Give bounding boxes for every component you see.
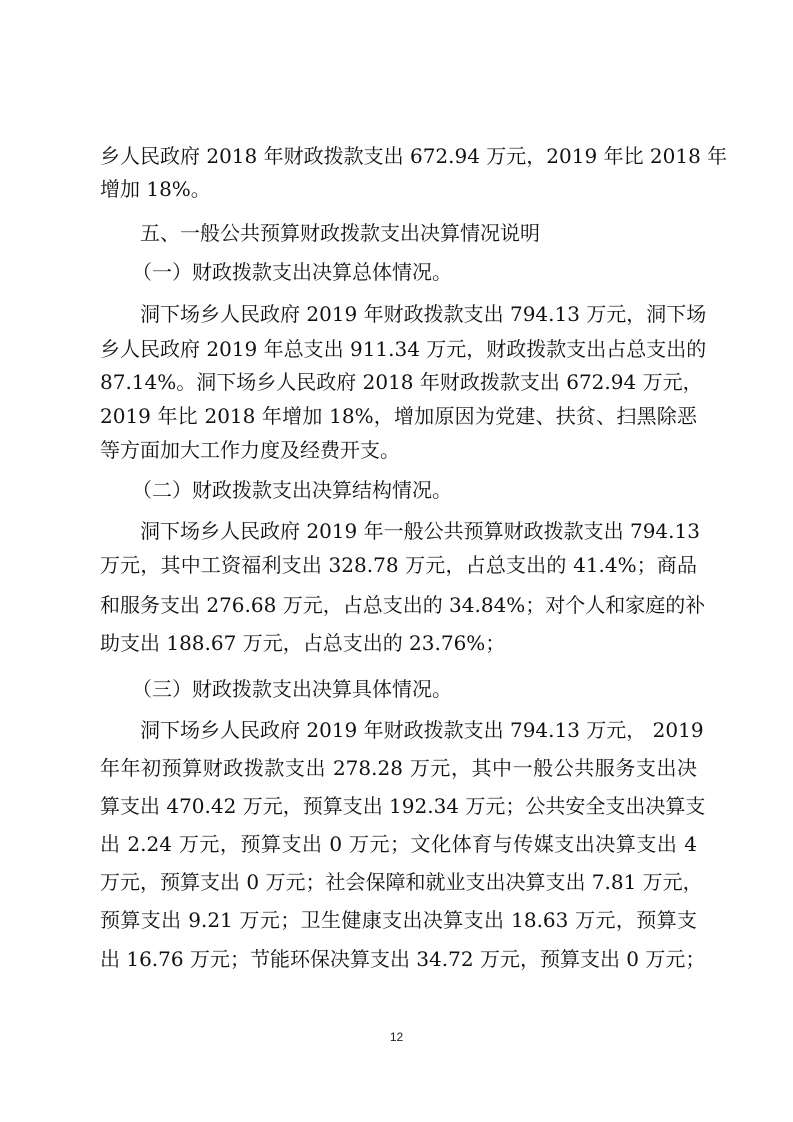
body-line: 洞下场乡人民政府 2019 年财政拨款支出 794.13 万元， 2019 [140,718,704,742]
body-line: 洞下场乡人民政府 2019 年一般公共预算财政拨款支出 794.13 [140,519,700,543]
body-line: 年年初预算财政拨款支出 278.28 万元，其中一般公共服务支出决 [100,756,697,780]
body-line: 乡人民政府 2019 年总支出 911.34 万元，财政拨款支出占总支出的 [100,337,707,361]
body-line: 洞下场乡人民政府 2019 年财政拨款支出 794.13 万元，洞下场 [140,302,707,326]
body-line: 万元，其中工资福利支出 328.78 万元，占总支出的 41.4%；商品 [100,553,697,577]
body-line: 预算支出 9.21 万元；卫生健康支出决算支出 18.63 万元，预算支 [100,908,697,932]
body-line: 出 16.76 万元；节能环保决算支出 34.72 万元，预算支出 0 万元； [100,947,706,971]
body-line: 出 2.24 万元，预算支出 0 万元；文化体育与传媒支出决算支出 4 [100,832,697,856]
body-line: 等方面加大工作力度及经费开支。 [100,438,400,462]
body-line: 和服务支出 276.68 万元，占总支出的 34.84%；对个人和家庭的补 [100,593,706,617]
section-heading: 五、一般公共预算财政拨款支出决算情况说明 [140,221,540,245]
body-line: 乡人民政府 2018 年财政拨款支出 672.94 万元，2019 年比 2018 年 [100,144,728,168]
subsection-heading: （一）财政拨款支出决算总体情况。 [132,260,452,284]
body-line: 87.14%。洞下场乡人民政府 2018 年财政拨款支出 672.94 万元， [100,370,703,394]
subsection-heading: （三）财政拨款支出决算具体情况。 [132,677,452,701]
body-line: 增加 18%。 [100,177,211,201]
body-line: 2019 年比 2018 年增加 18%，增加原因为党建、扶贫、扫黑除恶 [100,404,697,428]
body-line: 助支出 188.67 万元，占总支出的 23.76%； [100,631,506,655]
body-line: 算支出 470.42 万元，预算支出 192.34 万元；公共安全支出决算支 [100,794,706,818]
body-line: 万元，预算支出 0 万元；社会保障和就业支出决算支出 7.81 万元， [100,870,703,894]
page-number: 12 [389,1030,404,1044]
subsection-heading: （二）财政拨款支出决算结构情况。 [132,478,452,502]
